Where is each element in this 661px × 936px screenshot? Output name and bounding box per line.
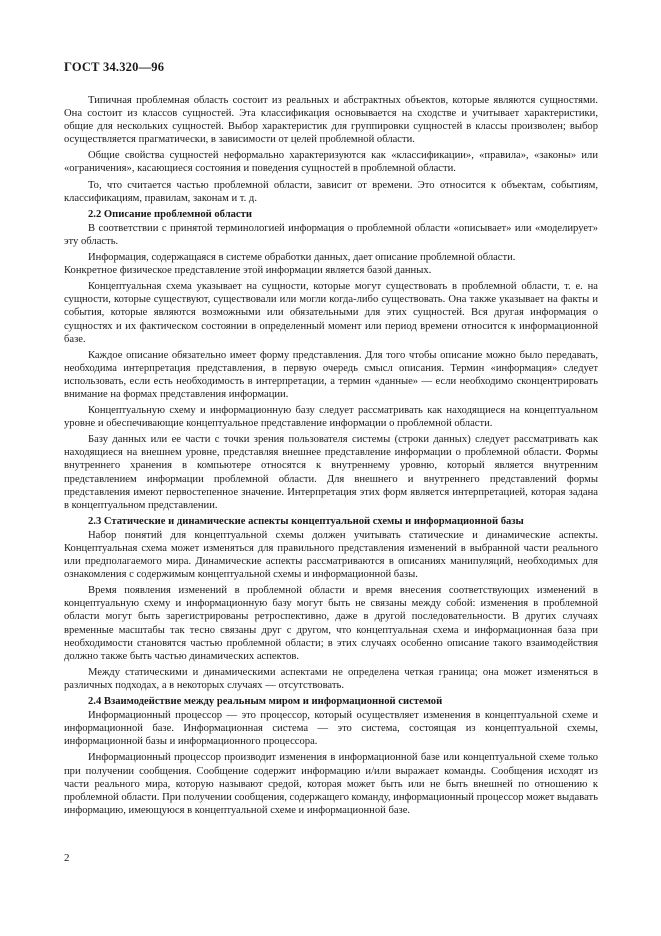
paragraph: Время появления изменений в проблемной области и время внесения соответствующих изменений в концептуальную схему и информационную базу могут быть не связаны между собой: изменения в проблемной области могут быть зарегистрированы ретроспективно, даже в другой последовательности. В других случаях временные масштабы так тесно связаны друг с другом, что концептуальная схема и информационная база при необходимости становятся частью проблемной области; в этих случаях особенно описание такого взаимодействия должно также быть частью динамических аспектов.: [64, 585, 598, 662]
paragraph: Типичная проблемная область состоит из реальных и абстрактных объектов, которые являются сущностями. Она состоит из классов сущностей. Эта классификация основывается на сходстве и учитывает характеристики, общие для нескольких сущностей. Выбор характеристик для группировки сущностей в классы произволен; выбор осуществляется прагматически, в зависимости от целей проблемной области.: [64, 95, 598, 146]
page-number: 2: [64, 852, 70, 864]
paragraph: Общие свойства сущностей неформально характеризуются как «классификации», «правила», «законы» или «ограничения», касающиеся состояния и поведения сущностей в проблемной области.: [64, 150, 598, 175]
document-body: [64, 94, 598, 820]
paragraph: Информационный процессор — это процессор, который осуществляет изменения в концептуальной схеме и информационной базе. Информационная система — это система, состоящая из концептуальной схемы, информационной базы и информационного процессора.: [64, 710, 598, 748]
paragraph: Каждое описание обязательно имеет форму представления. Для того чтобы описание можно было передавать, необходима интерпретация представления, в первую очередь смысл описания. Термин «информация» следует использовать, если есть необходимость в интерпретации, а термин «данные» — если необходимо сконцентрировать внимание на формах представления информации.: [64, 349, 598, 400]
paragraph: Концептуальную схему и информационную базу следует рассматривать как находящиеся на концептуальном уровне и обеспечивающие концептуальное представление информации о проблемной области.: [64, 405, 598, 430]
section-heading-2-4: 2.4 Взаимодействие между реальным миром и информационной системой: [88, 696, 443, 708]
paragraph: То, что считается частью проблемной области, зависит от времени. Это относится к объектам, событиям, классификациям, правилам, законам и т. д.: [64, 179, 598, 204]
paragraph: Набор понятий для концептуальной схемы должен учитывать статические и динамические аспекты. Концептуальная схема может изменяться для правильного представления изменений в выбранной части реального или предполагаемого мира. Динамические аспекты рассматриваются в описаниях манипуляций, необходимых для ознакомления с содержимым концептуальной схемы и информационной базы.: [64, 529, 598, 581]
paragraph: Между статическими и динамическими аспектами не определена четкая граница; она может изменяться в различных подходах, а в некоторых случаях — отсутствовать.: [64, 666, 598, 691]
paragraph: Информация, содержащаяся в системе обработки данных, дает описание проблемной области.: [88, 252, 516, 264]
paragraph: Информационный процессор производит изменения в информационной базе или концептуальной схеме только при получении сообщения. Сообщение содержит информацию и/или выражает команды. Сообщения исходят из части реального мира, которую называют средой, которая может быть или не быть внешней по отношению к проблемной области. При получении сообщения, содержащего команду, информационный процессор может выдавать информацию, имеющуюся в концептуальной схеме и информационной базе.: [64, 752, 598, 816]
standard-header: ГОСТ 34.320—96: [64, 60, 165, 74]
paragraph: Базу данных или ее части с точки зрения пользователя системы (строки данных) следует рассматривать как находящиеся на внешнем уровне, представляя внешнее представление информации о проблемной области. Формы внутреннего хранения в компьютере относятся к внутреннему уровню, который является внутренним представлением информации проблемной области. Для внешнего и внутреннего представлений формы представления имеют первостепенное значение. Интерпретация этих форм является интерпретацией, которая задана в концептуальном представлении.: [64, 434, 598, 511]
paragraph: В соответствии с принятой терминологией информация о проблемной области «описывает» или «моделирует» эту область.: [64, 222, 598, 247]
section-heading-2-2: 2.2 Описание проблемной области: [88, 208, 252, 220]
paragraph: Конкретное физическое представление этой информации является базой данных.: [64, 265, 432, 277]
paragraph: Концептуальная схема указывает на сущности, которые могут существовать в проблемной области, т. е. на сущности, которые существуют, существовали или могли когда-либо существовать. Она также указывает на факты и события, которые являются возможными или обязательными для этих сущностей. Вся другая информация о сущностях и их фактическом состоянии в определенный момент или период времени относится к информационной базе.: [64, 281, 598, 345]
section-heading-2-3: 2.3 Статические и динамические аспекты концептуальной схемы и информационной базы: [88, 515, 524, 527]
